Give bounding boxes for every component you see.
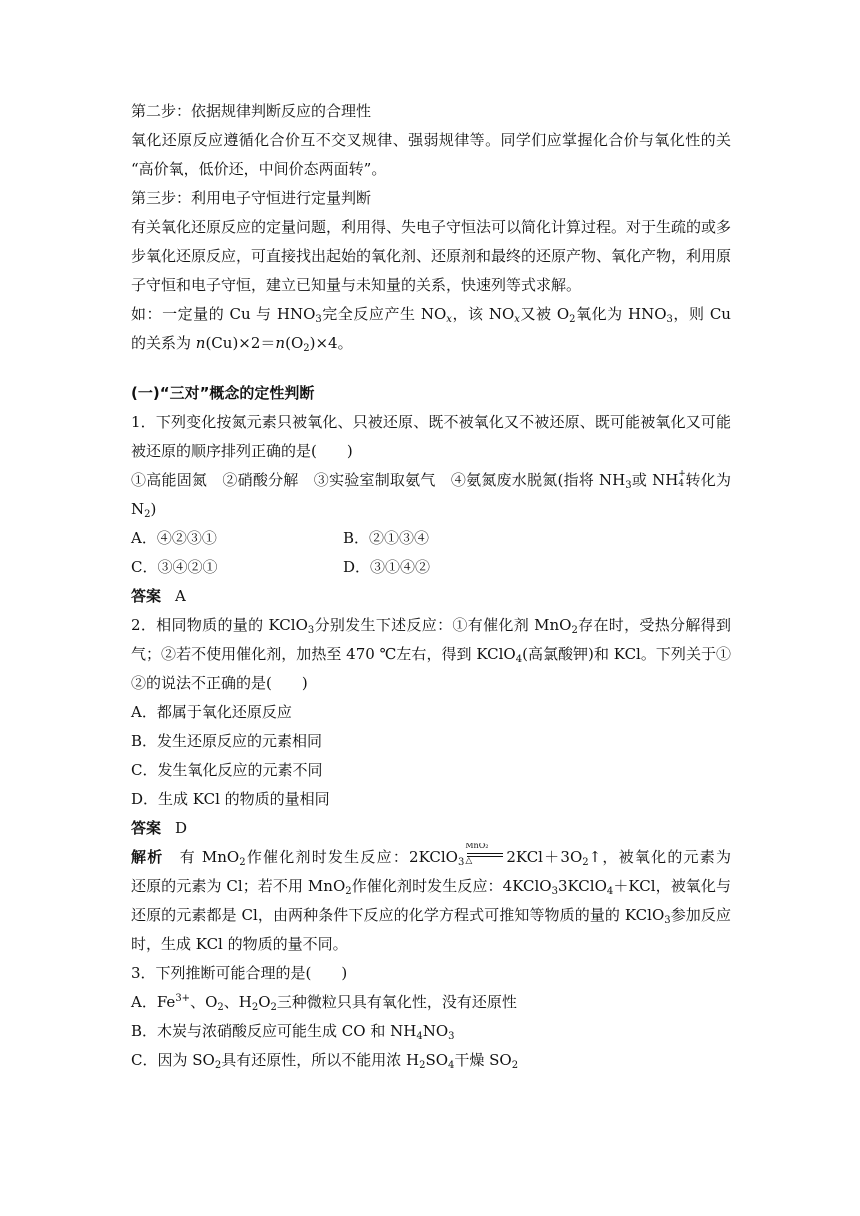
option-b: B．发生还原反应的元素相同 <box>131 732 323 750</box>
option-c: C．发生氧化反应的元素不同 <box>131 761 323 779</box>
option-c: C．③④②① <box>131 558 218 576</box>
question-2-stem: ②的说法不正确的是( ) <box>131 674 308 692</box>
reaction-condition: MnO₂ △ <box>465 846 505 864</box>
option-a: A．$Fe^{3+}$、$O_2$、$H_2O_2$三种微粒只具有氧化性，没有还原性 <box>131 993 517 1013</box>
analysis-line: 解析 有 MnO$_2$作催化剂时发生反应：2KClO$_3$ MnO₂ △ $2KCl+3O_2↑$，被氧化的元素为 <box>131 843 731 868</box>
question-3-stem: 3．下列推断可能合理的是( ) <box>131 964 348 982</box>
paragraph-line: 氧化还原反应遵循化合价互不交叉规律、强弱规律等。同学们应掌握化合价与氧化性的关 <box>131 131 731 149</box>
option-b: B．木炭与浓硝酸反应可能生成 CO 和 $NH_4NO_3$ <box>131 1022 455 1042</box>
example-line: 的关系为 $n(Cu)\times 2=n(O_2)\times 4$。 <box>131 334 353 354</box>
option-a: A．都属于氧化还原反应 <box>131 703 292 721</box>
option-d: D．③①④② <box>343 558 431 576</box>
question-1-stem: 1．下列变化按氮元素只被氧化、只被还原、既不被氧化又不被还原、既可能被氧化又可能 <box>131 413 731 431</box>
question-2-stem: 气；②若不使用催化剂，加热至 470 ℃左右，得到 KClO$_4$(高氯酸钾)和 KCl。下列关于① <box>131 645 731 665</box>
step2-title: 第二步：依据规律判断反应的合理性 <box>131 102 372 120</box>
option-a: A．④②③① <box>131 529 217 547</box>
document-content <box>131 97 731 1075</box>
question-1-options <box>131 553 731 582</box>
paragraph-line: 步氧化还原反应，可直接找出起始的氧化剂、还原剂和最终的还原产物、氧化产物，利用原 <box>131 247 731 265</box>
option-d: D．生成 KCl 的物质的量相同 <box>131 790 330 808</box>
analysis-line: 还原的元素为 Cl；若不用 MnO$_2$作催化剂时发生反应：4KClO$_3$3KClO$_4$＋KCl，被氧化与 <box>131 877 731 897</box>
paragraph-line: “高价氧，低价还，中间价态两面转”。 <box>131 160 387 178</box>
section-title: (一)“三对”概念的定性判断 <box>131 384 315 402</box>
question-1-items: ①高能固氮 ②硝酸分解 ③实验室制取氨气 ④氨氮废水脱氮(指将 $NH_3$或 NH + 4 转化为 <box>131 469 731 491</box>
paragraph-line: 有关氧化还原反应的定量问题，利用得、失电子守恒法可以简化计算过程。对于生疏的或多 <box>131 218 731 236</box>
question-1-options <box>131 524 731 553</box>
question-2-stem: 2．相同物质的量的 KClO$_3$分别发生下述反应：①有催化剂 MnO$_2$存在时，受热分解得到 <box>131 616 731 636</box>
option-c: C．因为 $SO_2$具有还原性，所以不能用浓 $H_2SO_4$干燥 $SO_2$ <box>131 1051 519 1071</box>
question-1-items: $N_2$) <box>131 500 157 520</box>
analysis-line: 还原的元素都是 Cl，由两种条件下反应的化学方程式可推知等物质的量的 KClO$_3$参加反应 <box>131 906 731 926</box>
question-1-stem: 被还原的顺序排列正确的是( ) <box>131 442 353 460</box>
step3-title: 第三步：利用电子守恒进行定量判断 <box>131 189 372 207</box>
example-line: 如：一定量的 Cu 与 $HNO_3$完全反应产生 $NO_x$，该 $NO_x$又被 $O_2$氧化为 $HNO_3$，则 Cu <box>131 305 731 325</box>
question-2-answer: 答案 D <box>131 819 188 837</box>
option-b: B．②①③④ <box>343 529 430 547</box>
paragraph-line: 子守恒和电子守恒，建立已知量与未知量的关系，快速列等式求解。 <box>131 276 582 294</box>
analysis-line: 时，生成 KCl 的物质的量不同。 <box>131 935 348 953</box>
question-1-answer: 答案 A <box>131 587 186 605</box>
